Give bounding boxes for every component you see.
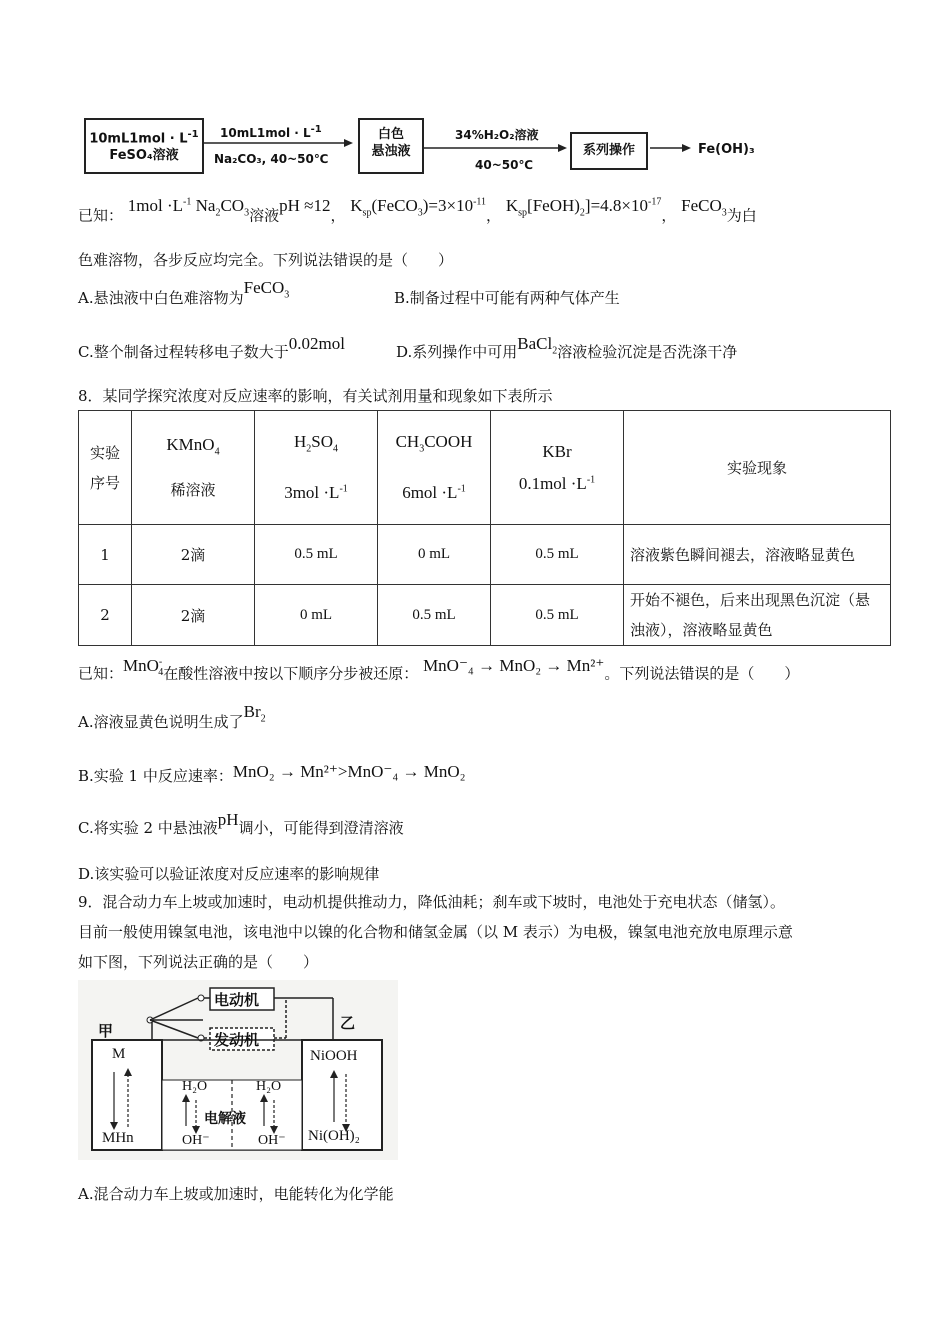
- table-header-row: [79, 411, 891, 525]
- q7-option-a: A.悬浊液中白色难溶物为FeCO$_3$: [78, 278, 290, 307]
- q7-known-line: 已知： $1mol \cdot L^{-1}$ $Na_2CO_3$溶液pH ≈12， $K_{sp}(FeCO_3)=3\times 10^{-11}$， $K_{sp}[FeOH)_2]=4.8\times 10^{-17}$， FeCO$_3$为白: [78, 195, 757, 225]
- cell-kbr: 0.5 mL: [491, 585, 624, 646]
- arrow3: [650, 143, 692, 153]
- q9-option-a: A.混合动力车上坡或加速时，电能转化为化学能: [78, 1185, 394, 1203]
- table-row: [79, 525, 891, 585]
- header-ch3cooh: $CH_3COOH$ $6mol \cdot L^{-1}$: [378, 411, 491, 525]
- niooh-label: NiOOH: [310, 1048, 358, 1064]
- reagent-box-feso4: $10mL1mol \cdot L^{-1}$ FeSO₄溶液: [84, 118, 204, 174]
- h2o-left-label: H₂O: [182, 1079, 208, 1094]
- arrow2-bottom-label: 40~50℃: [475, 158, 533, 172]
- cell-kmno4: 2滴: [132, 585, 255, 646]
- q8-stem: 8．某同学探究浓度对反应速率的影响，有关试剂用量和现象如下表所示: [78, 387, 553, 405]
- box1-line1: 10mL1mol · L: [89, 131, 188, 147]
- arrow2: [424, 143, 569, 153]
- motor-label: 电动机: [214, 991, 260, 1009]
- q8-option-b: B.实验 1 中反应速率：MnO₂ → Mn²⁺>MnO⁻₄ → MnO₂: [78, 762, 466, 785]
- cell-observation: 溶液紫色瞬间褪去，溶液略显黄色: [624, 525, 891, 585]
- electrode-yi-label: 乙: [340, 1014, 356, 1032]
- header-exp-id: 实验序号: [79, 411, 132, 525]
- q7-option-c: C.整个制备过程转移电子数大于0.02mol: [78, 334, 345, 361]
- q9-line2: 目前一般使用镍氢电池，该电池中以镍的化合物和储氢金属（以 M 表示）为电极，镍氢电池充放电原理示意: [78, 923, 793, 941]
- box1-line2: FeSO₄溶液: [109, 148, 179, 164]
- q9-line1: 9．混合动力车上坡或加速时，电动机提供推动力，降低油耗；刹车或下坡时，电池处于充电状态（储氢）。: [78, 893, 786, 911]
- engine-label: 发动机: [214, 1031, 260, 1049]
- table-row: [79, 585, 891, 646]
- product-label: Fe(OH)₃: [698, 142, 755, 157]
- cell-h2so4: 0 mL: [255, 585, 378, 646]
- electrode-jia-label: 甲: [98, 1022, 114, 1040]
- arrow1-top-label: $10mL1mol \cdot L^{-1}$: [220, 124, 322, 140]
- cell-observation: 开始不褪色，后来出现黑色沉淀（悬浊液），溶液略显黄色: [624, 585, 891, 646]
- q8-option-a: A.溶液显黄色说明生成了$Br_2$: [78, 702, 266, 731]
- white-suspension-box: [358, 118, 424, 174]
- h2o-right-label: H₂O: [256, 1079, 282, 1094]
- header-kbr: KBr $0.1mol \cdot L^{-1}$: [491, 411, 624, 525]
- arrow1: [204, 138, 354, 148]
- header-kmno4: KMnO$_4$ 稀溶液: [132, 411, 255, 525]
- q7-question-line: 色难溶物，各步反应均完全。下列说法错误的是（ ）: [78, 251, 454, 269]
- box3-label: 系列操作: [582, 143, 635, 158]
- q8-option-c: C.将实验 2 中悬浊液pH调小，可能得到澄清溶液: [78, 810, 404, 837]
- arrow1-bottom-label: Na₂CO₃, 40~50℃: [214, 152, 329, 166]
- box2-line1: 白色: [377, 127, 404, 142]
- q7-option-b: B.制备过程中可能有两种气体产生: [394, 289, 620, 307]
- experiment-table: [78, 410, 891, 646]
- oh-left-label: OH⁻: [182, 1133, 210, 1148]
- mhn-label: MHn: [102, 1130, 134, 1146]
- arrow2-top-label: 34%H₂O₂溶液: [455, 128, 539, 142]
- box2-line2: 悬浊液: [371, 144, 411, 159]
- cell-ch3cooh: 0.5 mL: [378, 585, 491, 646]
- q8-option-d: D.该实验可以验证浓度对反应速率的影响规律: [78, 865, 380, 883]
- cell-kmno4: 2滴: [132, 525, 255, 585]
- header-observation: 实验现象: [624, 411, 891, 525]
- electrolyte-label: 电解液: [204, 1111, 246, 1127]
- cell-kbr: 0.5 mL: [491, 525, 624, 585]
- nioh2-label: Ni(OH)₂: [308, 1128, 360, 1144]
- header-h2so4: $H_2SO_4$ $3mol \cdot L^{-1}$: [255, 411, 378, 525]
- cell-ch3cooh: 0 mL: [378, 525, 491, 585]
- cell-id: 1: [79, 525, 132, 585]
- oh-right-label: OH⁻: [258, 1133, 286, 1148]
- m-label: M: [112, 1046, 126, 1062]
- cell-id: 2: [79, 585, 132, 646]
- cell-h2so4: 0.5 mL: [255, 525, 378, 585]
- q9-line3: 如下图，下列说法正确的是（ ）: [78, 953, 319, 971]
- q8-known-line: 已知：MnO-$_4$在酸性溶液中按以下顺序分步被还原： MnO⁻₄ → MnO₂ → Mn²⁺。下列说法错误的是（ ）: [78, 655, 800, 683]
- q7-option-d: D.系列操作中可用BaCl$_2$溶液检验沉淀是否洗涤干净: [396, 334, 738, 361]
- battery-diagram: [78, 980, 398, 1160]
- series-operation-box: [570, 132, 648, 170]
